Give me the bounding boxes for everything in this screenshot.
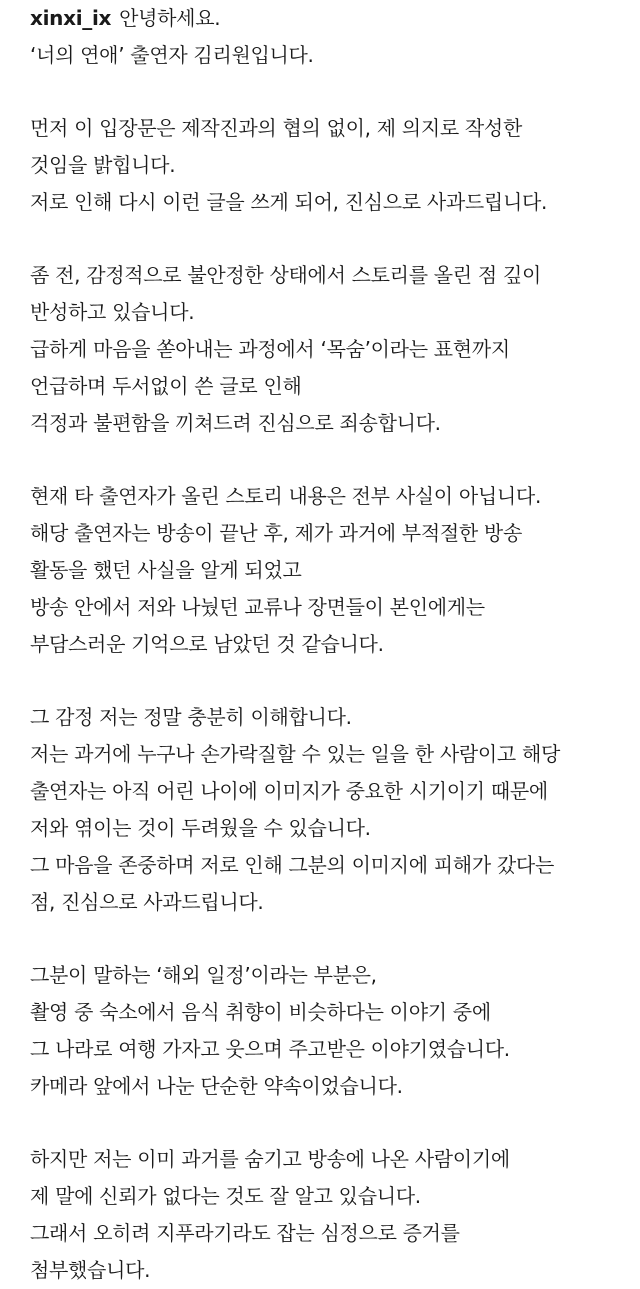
caption-line: 언급하며 두서없이 쓴 글로 인해 <box>30 374 302 398</box>
paragraph-gap <box>30 442 630 478</box>
caption-line: 저로 인해 다시 이런 글을 쓰게 되어, 진심으로 사과드립니다. <box>30 190 548 214</box>
caption-first-line <box>30 0 630 37</box>
post-caption <box>30 0 630 1289</box>
caption-line: 활동을 했던 사실을 알게 되었고 <box>30 558 302 582</box>
username-link[interactable]: xinxi_ix <box>30 6 112 30</box>
caption-line: 현재 타 출연자가 올린 스토리 내용은 전부 사실이 아닙니다. <box>30 484 541 508</box>
greeting-text: 안녕하세요. <box>119 6 221 30</box>
caption-line: 점, 진심으로 사과드립니다. <box>30 890 264 914</box>
caption-line: 반성하고 있습니다. <box>30 300 195 324</box>
caption-line: 걱정과 불편함을 끼쳐드려 진심으로 죄송합니다. <box>30 411 441 435</box>
paragraph-gap <box>30 921 630 957</box>
paragraph-gap <box>30 1105 630 1141</box>
caption-line: 출연자는 아직 어린 나이에 이미지가 중요한 시기이기 때문에 <box>30 779 548 803</box>
caption-line: 그분이 말하는 ‘해외 일정’이라는 부분은, <box>30 963 377 987</box>
caption-line: 먼저 이 입장문은 제작진과의 협의 없이, 제 의지로 작성한 <box>30 116 522 140</box>
caption-line: 해당 출연자는 방송이 끝난 후, 제가 과거에 부적절한 방송 <box>30 521 522 545</box>
paragraph-gap <box>30 663 630 699</box>
caption-line: 그 감정 저는 정말 충분히 이해합니다. <box>30 705 352 729</box>
caption-line: 촬영 중 숙소에서 음식 취향이 비슷하다는 이야기 중에 <box>30 1000 491 1024</box>
caption-line: 급하게 마음을 쏟아내는 과정에서 ‘목숨’이라는 표현까지 <box>30 337 510 361</box>
caption-line: 그 마음을 존중하며 저로 인해 그분의 이미지에 피해가 갔다는 <box>30 853 554 877</box>
caption-line: 방송 안에서 저와 나눴던 교류나 장면들이 본인에게는 <box>30 595 485 619</box>
caption-line: 첨부했습니다. <box>30 1258 151 1282</box>
caption-line: 부담스러운 기억으로 남았던 것 같습니다. <box>30 632 384 656</box>
caption-line: 하지만 저는 이미 과거를 숨기고 방송에 나온 사람이기에 <box>30 1147 510 1171</box>
paragraph-gap <box>30 221 630 257</box>
caption-line: 그 나라로 여행 가자고 웃으며 주고받은 이야기였습니다. <box>30 1037 510 1061</box>
caption-line: 저와 엮이는 것이 두려웠을 수 있습니다. <box>30 816 371 840</box>
caption-line: 저는 과거에 누구나 손가락질할 수 있는 일을 한 사람이고 해당 <box>30 742 561 766</box>
caption-body <box>30 37 630 1289</box>
caption-line: 제 말에 신뢰가 없다는 것도 잘 알고 있습니다. <box>30 1184 421 1208</box>
caption-line: 그래서 오히려 지푸라기라도 잡는 심정으로 증거를 <box>30 1221 460 1245</box>
paragraph-gap <box>30 74 630 110</box>
caption-line: 것임을 밝힙니다. <box>30 153 176 177</box>
caption-line: 카메라 앞에서 나눈 단순한 약속이었습니다. <box>30 1074 403 1098</box>
caption-line: ‘너의 연애’ 출연자 김리원입니다. <box>30 43 314 67</box>
caption-line: 좀 전, 감정적으로 불안정한 상태에서 스토리를 올린 점 깊이 <box>30 263 541 287</box>
